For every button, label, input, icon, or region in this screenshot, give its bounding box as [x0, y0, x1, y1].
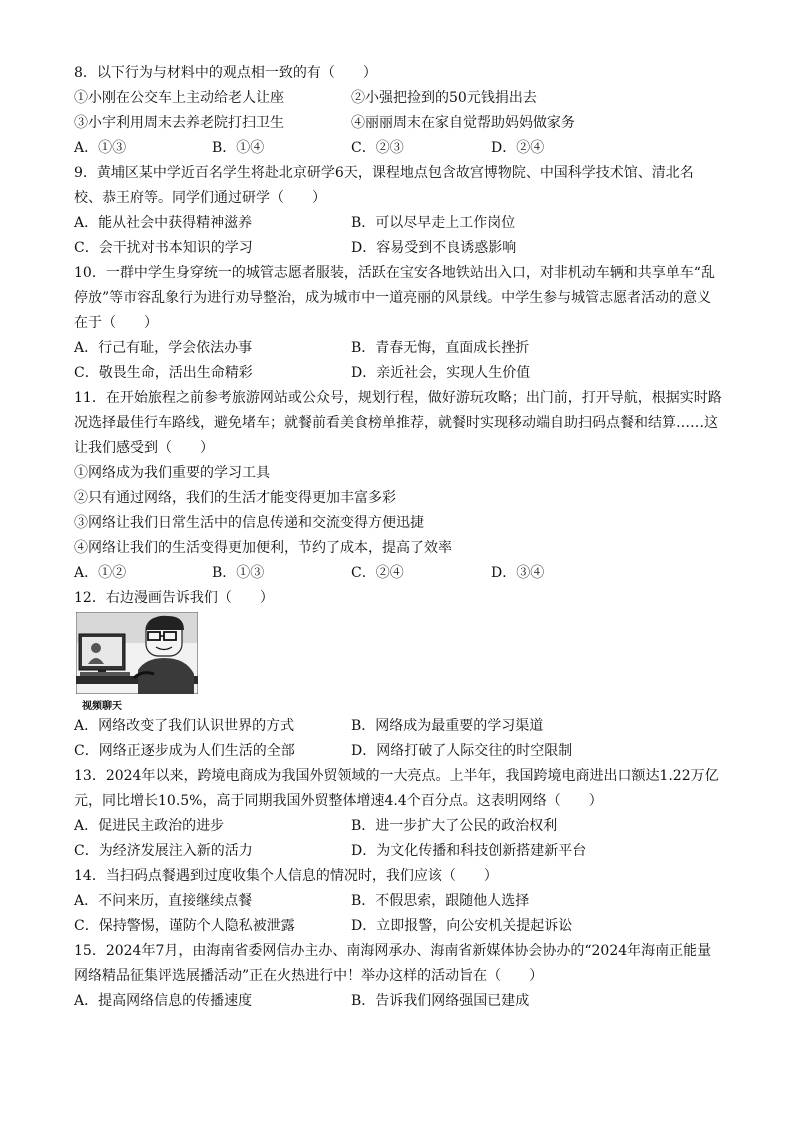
q13-stem-line2: 元，同比增长10.5%，高于同期我国外贸整体增速4.4个百分点。这表明网络（ ）	[74, 793, 603, 809]
q13-stem-line1: 13．2024年以来，跨境电商成为我国外贸领域的一大亮点。上半年，我国跨境电商进出口额达1.22万亿	[74, 768, 719, 784]
q11-option-a: A．①②	[74, 565, 127, 581]
q8-option-b: B．①④	[212, 140, 265, 156]
q8-stem: 8．以下行为与材料中的观点相一致的有（ ）	[74, 65, 377, 81]
q13-option-b: B．进一步扩大了公民的政治权利	[351, 818, 558, 834]
q15-option-a: A．提高网络信息的传播速度	[74, 993, 253, 1009]
q9-stem-line2: 校、恭王府等。同学们通过研学（ ）	[74, 190, 326, 206]
q13-option-d: D．为文化传播和科技创新搭建新平台	[351, 843, 587, 859]
q11-item-3: ③网络让我们日常生活中的信息传递和交流变得方便迅捷	[74, 515, 424, 531]
q8-option-c: C．②③	[351, 140, 404, 156]
q8-option-a: A．①③	[74, 140, 127, 156]
q10-option-d: D．亲近社会，实现人生价值	[351, 365, 531, 381]
q10-stem-line2: 停放”等市容乱象行为进行劝导整治，成为城市中一道亮丽的风景线。中学生参与城管志愿者活动的意义	[74, 290, 712, 306]
q13-option-c: C．为经济发展注入新的活力	[74, 843, 253, 859]
q11-stem-line3: 让我们感受到（ ）	[74, 440, 214, 456]
q12-option-a: A．网络改变了我们认识世界的方式	[74, 718, 295, 734]
q14-option-b: B．不假思索，跟随他人选择	[351, 893, 530, 909]
q9-option-a: A．能从社会中获得精神滋养	[74, 215, 253, 231]
q8-item-3: ③小宇利用周末去养老院打扫卫生	[74, 115, 284, 131]
q15-stem-line2: 网络精品征集评选展播活动”正在火热进行中！举办这样的活动旨在（ ）	[74, 968, 544, 984]
q9-stem-line1: 9．黄埔区某中学近百名学生将赴北京研学6天，课程地点包含故宫博物院、中国科学技术馆、清北名	[74, 165, 694, 181]
q14-stem: 14．当扫码点餐遇到过度收集个人信息的情况时，我们应该（ ）	[74, 868, 498, 884]
q9-option-c: C．会干扰对书本知识的学习	[74, 240, 253, 256]
q15-stem-line1: 15．2024年7月，由海南省委网信办主办、南海网承办、海南省新媒体协会协办的“2024年海南正能量	[74, 943, 712, 959]
q11-item-2: ②只有通过网络，我们的生活才能变得更加丰富多彩	[74, 490, 396, 506]
q10-stem-line3: 在于（ ）	[74, 315, 158, 331]
q9-option-d: D．容易受到不良诱惑影响	[351, 240, 517, 256]
q11-option-b: B．①③	[212, 565, 265, 581]
q11-item-4: ④网络让我们的生活变得更加便利，节约了成本，提高了效率	[74, 540, 452, 556]
q10-option-c: C．敬畏生命，活出生命精彩	[74, 365, 253, 381]
q8-item-1: ①小刚在公交车上主动给老人让座	[74, 90, 284, 106]
q12-stem: 12．右边漫画告诉我们（ ）	[74, 590, 274, 606]
q8-option-d: D．②④	[491, 140, 545, 156]
q10-option-a: A．行己有耻，学会依法办事	[74, 340, 253, 356]
q14-option-c: C．保持警惕，谨防个人隐私被泄露	[74, 918, 295, 934]
q11-item-1: ①网络成为我们重要的学习工具	[74, 465, 270, 481]
q12-option-c: C．网络正逐步成为人们生活的全部	[74, 743, 295, 759]
q8-item-4: ④丽丽周末在家自觉帮助妈妈做家务	[351, 115, 575, 131]
cartoon-caption: 视频聊天	[82, 701, 122, 712]
q11-option-c: C．②④	[351, 565, 404, 581]
video-chat-cartoon	[76, 612, 198, 694]
q8-item-2: ②小强把捡到的50元钱捐出去	[351, 90, 537, 106]
q11-option-d: D．③④	[491, 565, 545, 581]
q11-stem-line2: 况选择最佳行车路线，避免堵车；就餐前看美食榜单推荐，就餐时实现移动端自助扫码点餐和结算……这	[74, 415, 718, 431]
q14-option-a: A．不问来历，直接继续点餐	[74, 893, 253, 909]
q14-option-d: D．立即报警，向公安机关提起诉讼	[351, 918, 573, 934]
q10-stem-line1: 10．一群中学生身穿统一的城管志愿者服装，活跃在宝安各地铁站出入口，对非机动车辆和共享单车“乱	[74, 265, 715, 281]
q12-option-b: B．网络成为最重要的学习渠道	[351, 718, 544, 734]
q15-option-b: B．告诉我们网络强国已建成	[351, 993, 530, 1009]
q11-stem-line1: 11．在开始旅程之前参考旅游网站或公众号，规划行程，做好游玩攻略；出门前，打开导航，根据实时路	[74, 390, 722, 406]
q12-option-d: D．网络打破了人际交往的时空限制	[351, 743, 573, 759]
q9-option-b: B．可以尽早走上工作岗位	[351, 215, 516, 231]
q13-option-a: A．促进民主政治的进步	[74, 818, 225, 834]
q10-option-b: B．青春无悔，直面成长挫折	[351, 340, 530, 356]
